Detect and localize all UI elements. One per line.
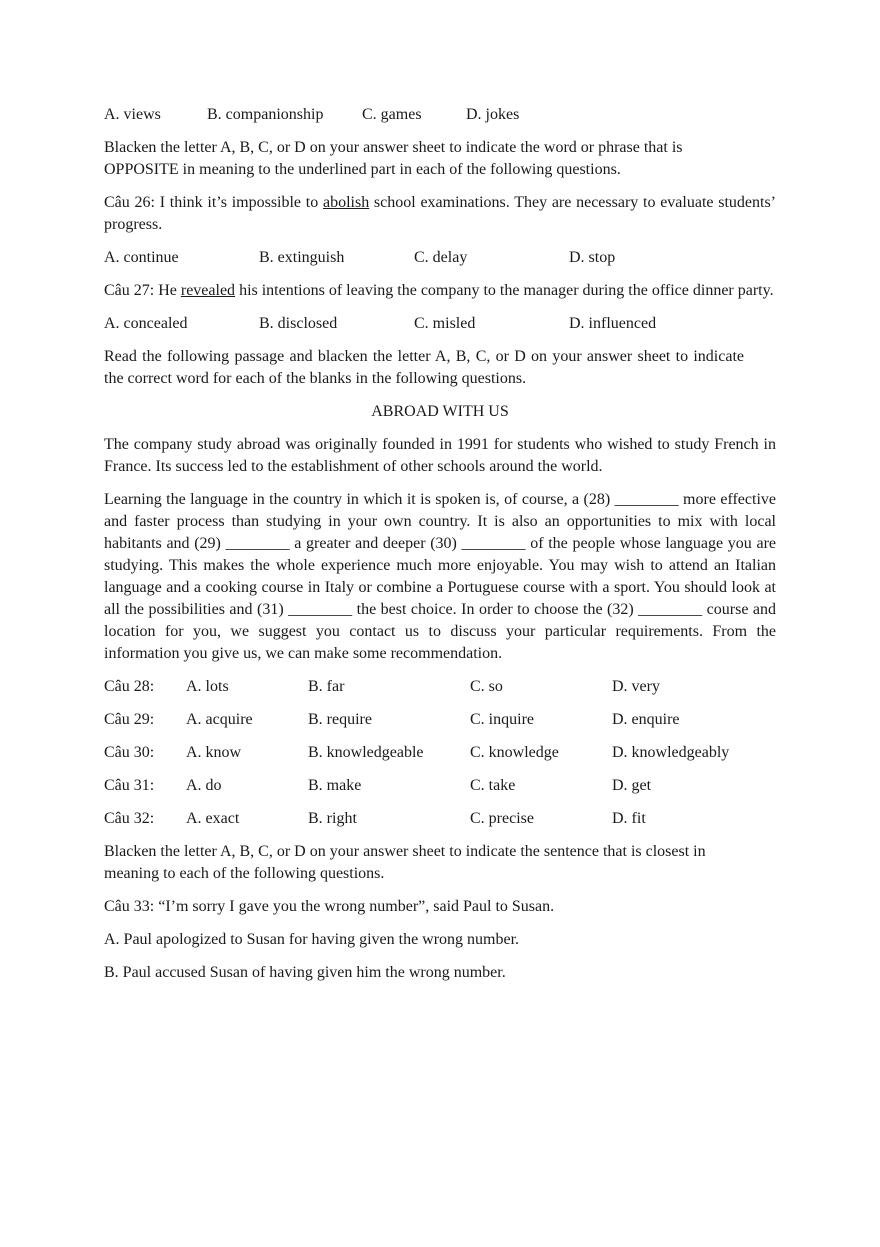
question-row bbox=[104, 775, 776, 808]
instruction-closest: Blacken the letter A, B, C, or D on your answer sheet to indicate the sentence that is closest in meaning to each of the following questions. bbox=[104, 843, 706, 882]
option-d: D. very bbox=[612, 678, 660, 695]
option-d: D. stop bbox=[569, 249, 616, 266]
option-d: D. influenced bbox=[569, 315, 657, 332]
option-b: B. disclosed bbox=[259, 315, 338, 332]
question-row bbox=[104, 808, 776, 841]
option-d: D. jokes bbox=[466, 106, 520, 123]
option-a: A. concealed bbox=[104, 315, 188, 332]
option-d: D. fit bbox=[612, 810, 646, 827]
option-b: B. far bbox=[308, 678, 345, 695]
q26-underlined-word: abolish bbox=[322, 194, 370, 211]
option-c: C. games bbox=[362, 106, 422, 123]
q27-options bbox=[104, 313, 776, 346]
q27-after: his intentions of leaving the company to the manager during the office dinner party. bbox=[235, 282, 774, 299]
q27-underlined-word: revealed bbox=[180, 282, 236, 299]
q27-stem bbox=[104, 280, 776, 302]
option-c: C. delay bbox=[414, 249, 468, 266]
option-c: C. knowledge bbox=[470, 744, 559, 761]
question-label: Câu 29: bbox=[104, 711, 155, 728]
page-content bbox=[104, 104, 776, 984]
q27-before: Câu 27: He bbox=[104, 282, 181, 299]
option-c: C. take bbox=[470, 777, 516, 794]
question-row bbox=[104, 742, 776, 775]
option-b: B. extinguish bbox=[259, 249, 345, 266]
instruction-opposite: Blacken the letter A, B, C, or D on your answer sheet to indicate the word or phrase that is OPPOSITE in meaning to the underlined part in each of the following questions. bbox=[104, 139, 683, 178]
q26-after: school examinations. They are necessary to evaluate students’ progress. bbox=[104, 194, 777, 233]
q33-option-b: B. Paul accused Susan of having given him the wrong number. bbox=[104, 964, 506, 981]
option-a: A. do bbox=[186, 777, 222, 794]
option-a: A. views bbox=[104, 106, 161, 123]
option-d: D. knowledgeably bbox=[612, 744, 730, 761]
passage-paragraph-1: The company study abroad was originally founded in 1991 for students who wished to study French in France. Its success led to the establishment of other schools around the world. bbox=[104, 436, 776, 475]
q33-stem: Câu 33: “I’m sorry I gave you the wrong number”, said Paul to Susan. bbox=[104, 898, 555, 915]
option-c: C. misled bbox=[414, 315, 476, 332]
q33-option-a: A. Paul apologized to Susan for having given the wrong number. bbox=[104, 931, 520, 948]
passage-title: ABROAD WITH US bbox=[371, 403, 509, 420]
option-b: B. right bbox=[308, 810, 357, 827]
question-row bbox=[104, 676, 776, 709]
option-b: B. companionship bbox=[207, 106, 324, 123]
instruction-passage: Read the following passage and blacken the letter A, B, C, or D on your answer sheet to indicate the correct word for each of the blanks in the following questions. bbox=[104, 348, 744, 387]
option-a: A. acquire bbox=[186, 711, 253, 728]
question-label: Câu 31: bbox=[104, 777, 155, 794]
option-d: D. enquire bbox=[612, 711, 680, 728]
passage-questions bbox=[104, 676, 776, 841]
option-c: C. so bbox=[470, 678, 503, 695]
option-c: C. precise bbox=[470, 810, 534, 827]
question-label: Câu 28: bbox=[104, 678, 155, 695]
question-row bbox=[104, 709, 776, 742]
option-b: B. make bbox=[308, 777, 362, 794]
q26-stem bbox=[104, 192, 776, 236]
q26-before: Câu 26: I think it’s impossible to bbox=[104, 194, 323, 211]
option-c: C. inquire bbox=[470, 711, 534, 728]
q26-options bbox=[104, 247, 776, 280]
option-a: A. know bbox=[186, 744, 242, 761]
option-b: B. require bbox=[308, 711, 372, 728]
option-d: D. get bbox=[612, 777, 652, 794]
question-label: Câu 30: bbox=[104, 744, 155, 761]
option-b: B. knowledgeable bbox=[308, 744, 424, 761]
option-a: A. lots bbox=[186, 678, 229, 695]
question-label: Câu 32: bbox=[104, 810, 155, 827]
passage-paragraph-2: Learning the language in the country in which it is spoken is, of course, a (28) ________ more effective and faster process than studying in your own country. It is also an opportunities to mix with local habitants and (29) ________ a greater and deeper (30) ________ of the people whose language you are studying. This makes the whole experience much more enjoyable. You may wish to attend an Italian language and a cooking course in Italy or combine a Portuguese course with a sport. You should look at all the possibilities and (31) ________ the best choice. In order to choose the (32) ________ course and location for you, we suggest you contact us to discuss your particular requirements. From the information you give us, we can make some recommendation. bbox=[104, 491, 776, 662]
option-a: A. continue bbox=[104, 249, 179, 266]
q25-options bbox=[104, 104, 776, 137]
option-a: A. exact bbox=[186, 810, 240, 827]
